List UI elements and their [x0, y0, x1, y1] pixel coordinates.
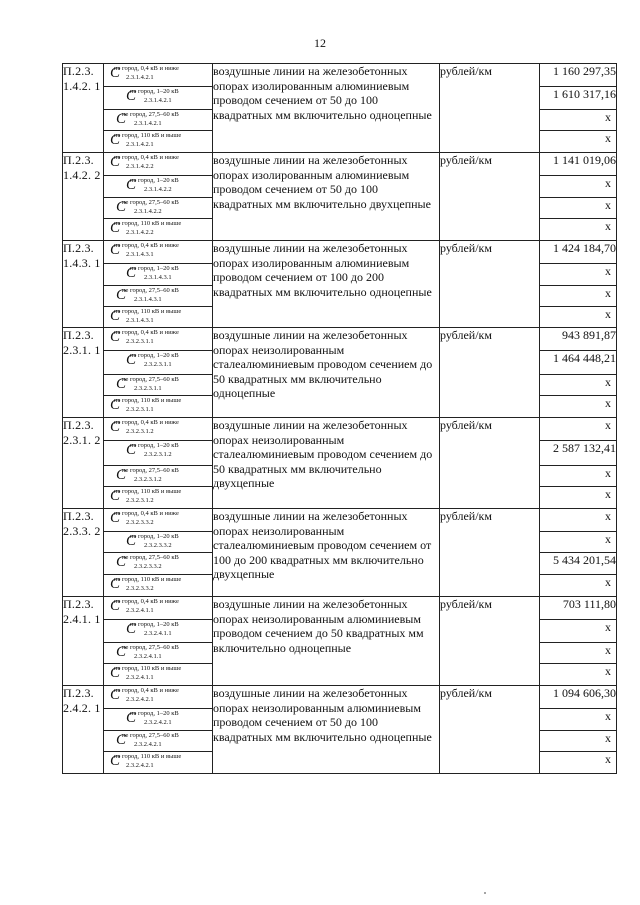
rate-symbol — [104, 219, 213, 241]
rate-symbol-superscript: не город, 110 кВ и выше — [114, 488, 182, 495]
rate-symbol — [104, 752, 213, 774]
rate-symbol-subscript: 2.3.1.4.2.2 — [144, 186, 172, 193]
unit-label: рублей/км — [440, 686, 540, 774]
tariff-table-body — [63, 64, 617, 774]
rate-symbol-letter: С — [126, 710, 137, 726]
rate-symbol-superscript: не город, 110 кВ и выше — [114, 220, 182, 227]
rate-symbol — [104, 418, 213, 441]
rate-symbol — [104, 307, 213, 328]
unit-label: рублей/км — [440, 64, 540, 153]
item-code: П.2.3. 1.4.2. 1 — [63, 64, 104, 153]
table-row — [63, 509, 617, 532]
rate-symbol-subscript: 2.3.2.4.2.1 — [126, 762, 154, 769]
tariff-table — [62, 63, 617, 774]
rate-symbol-superscript: не город, 27,5–60 кВ — [122, 199, 179, 206]
line-description: воздушные линии на железобетонных опорах неизолированным алюминиевым проводом сечением до 50 квадратных мм включительно одноцепные — [213, 597, 440, 686]
rate-symbol — [104, 396, 213, 418]
rate-value: x — [540, 509, 617, 532]
rate-symbol-subscript: 2.3.1.4.2.1 — [126, 74, 154, 81]
rate-symbol-subscript: 2.3.2.4.2.1 — [144, 719, 172, 726]
rate-symbol-subscript: 2.3.2.3.1.1 — [126, 406, 154, 413]
item-code: П.2.3. 1.4.2. 2 — [63, 153, 104, 241]
rate-symbol-subscript: 2.3.1.4.2.2 — [126, 163, 154, 170]
line-description: воздушные линии на железобетонных опорах изолированным алюминиевым проводом сечением от 100 до 200 квадратных мм включительно одноцепные — [213, 241, 440, 328]
rate-symbol — [104, 532, 213, 553]
rate-symbol — [104, 731, 213, 752]
line-description: воздушные линии на железобетонных опорах неизолированным сталеалюминиевым проводом сечением до 50 квадратных мм включительно одноцепные — [213, 328, 440, 418]
rate-symbol — [104, 553, 213, 575]
rate-symbol — [104, 176, 213, 198]
rate-symbol-letter: С — [110, 753, 121, 769]
rate-symbol — [104, 575, 213, 597]
item-code: П.2.3. 2.3.3. 2 — [63, 509, 104, 597]
rate-symbol-superscript: не город, 0,4 кВ и ниже — [114, 687, 179, 694]
rate-symbol-letter: С — [116, 732, 127, 748]
rate-value: 1 464 448,21 — [540, 351, 617, 375]
rate-symbol — [104, 509, 213, 532]
rate-symbol-letter: С — [126, 533, 137, 549]
rate-symbol-subscript: 2.3.2.3.1.1 — [126, 338, 154, 345]
rate-symbol-subscript: 2.3.2.3.1.2 — [144, 451, 172, 458]
rate-value: 943 891,87 — [540, 328, 617, 351]
rate-symbol-letter: С — [110, 397, 121, 413]
rate-symbol-superscript: не город, 0,4 кВ и ниже — [114, 510, 179, 517]
rate-symbol-letter: С — [126, 442, 137, 458]
rate-symbol — [104, 664, 213, 686]
rate-symbol — [104, 441, 213, 466]
rate-symbol-subscript: 2.3.1.4.3.1 — [126, 317, 154, 324]
rate-symbol-subscript: 2.3.2.3.1.2 — [126, 428, 154, 435]
item-code: П.2.3. 1.4.3. 1 — [63, 241, 104, 328]
rate-symbol-superscript: не город, 1–20 кВ — [130, 265, 179, 272]
rate-value: x — [540, 110, 617, 131]
rate-symbol-superscript: не город, 1–20 кВ — [130, 88, 179, 95]
rate-symbol-letter: С — [110, 132, 121, 148]
rate-symbol-letter: С — [110, 419, 121, 435]
rate-symbol-superscript: не город, 110 кВ и выше — [114, 576, 182, 583]
rate-symbol-subscript: 2.3.2.4.1.1 — [134, 653, 162, 660]
item-code: П.2.3. 2.4.1. 1 — [63, 597, 104, 686]
line-description: воздушные линии на железобетонных опорах неизолированным сталеалюминиевым проводом сечением до 50 квадратных мм включительно двухцепные — [213, 418, 440, 509]
rate-symbol-letter: С — [116, 644, 127, 660]
rate-symbol-subscript: 2.3.2.4.2.1 — [134, 741, 162, 748]
rate-symbol-subscript: 2.3.2.3.1.1 — [144, 361, 172, 368]
rate-symbol — [104, 709, 213, 731]
rate-symbol-letter: С — [126, 177, 137, 193]
rate-symbol — [104, 351, 213, 375]
rate-symbol-subscript: 2.3.2.4.2.1 — [126, 696, 154, 703]
rate-symbol — [104, 466, 213, 487]
rate-symbol-superscript: не город, 1–20 кВ — [130, 710, 179, 717]
rate-symbol-subscript: 2.3.1.4.3.1 — [126, 251, 154, 258]
line-description: воздушные линии на железобетонных опорах неизолированным алюминиевым проводом сечением от 50 до 100 квадратных мм включительно одноцепные — [213, 686, 440, 774]
rate-symbol-letter: С — [110, 220, 121, 236]
rate-value: x — [540, 575, 617, 597]
rate-symbol — [104, 131, 213, 153]
rate-symbol-subscript: 2.3.2.3.3.2 — [134, 563, 162, 570]
rate-symbol-subscript: 2.3.2.4.1.1 — [126, 674, 154, 681]
rate-value: x — [540, 396, 617, 418]
rate-symbol-superscript: не город, 110 кВ и выше — [114, 397, 182, 404]
rate-symbol-superscript: не город, 0,4 кВ и ниже — [114, 154, 179, 161]
rate-symbol-superscript: не город, 0,4 кВ и ниже — [114, 329, 179, 336]
line-description: воздушные линии на железобетонных опорах изолированным алюминиевым проводом сечением от 50 до 100 квадратных мм включительно одноцепные — [213, 64, 440, 153]
line-description: воздушные линии на железобетонных опорах неизолированным сталеалюминиевым проводом сечением от 100 до 200 квадратных мм включительно двухцепные — [213, 509, 440, 597]
table-row — [63, 241, 617, 264]
rate-symbol-letter: С — [126, 265, 137, 281]
rate-value: x — [540, 731, 617, 752]
rate-symbol-superscript: не город, 1–20 кВ — [130, 621, 179, 628]
table-row — [63, 597, 617, 620]
unit-label: рублей/км — [440, 509, 540, 597]
rate-symbol-superscript: не город, 0,4 кВ и ниже — [114, 65, 179, 72]
scan-speck — [484, 892, 486, 894]
rate-symbol-subscript: 2.3.1.4.2.2 — [126, 229, 154, 236]
table-row — [63, 418, 617, 441]
rate-symbol-letter: С — [116, 376, 127, 392]
rate-symbol-letter: С — [116, 111, 127, 127]
rate-symbol-subscript: 2.3.2.3.1.2 — [134, 476, 162, 483]
rate-symbol — [104, 264, 213, 286]
rate-symbol-letter: С — [110, 154, 121, 170]
rate-symbol-subscript: 2.3.2.3.3.2 — [144, 542, 172, 549]
rate-symbol-letter: С — [110, 488, 121, 504]
rate-value: x — [540, 286, 617, 307]
unit-label: рублей/км — [440, 597, 540, 686]
rate-symbol-subscript: 2.3.2.3.1.1 — [134, 385, 162, 392]
rate-value: x — [540, 198, 617, 219]
rate-symbol-letter: С — [110, 665, 121, 681]
rate-value: 2 587 132,41 — [540, 441, 617, 466]
line-description: воздушные линии на железобетонных опорах изолированным алюминиевым проводом сечением от 50 до 100 квадратных мм включительно двухцепные — [213, 153, 440, 241]
rate-symbol — [104, 286, 213, 307]
rate-symbol-letter: С — [110, 65, 121, 81]
rate-symbol-letter: С — [110, 576, 121, 592]
rate-symbol-subscript: 2.3.1.4.2.1 — [126, 141, 154, 148]
rate-value: x — [540, 643, 617, 664]
rate-symbol-superscript: не город, 1–20 кВ — [130, 177, 179, 184]
rate-symbol-superscript: не город, 27,5–60 кВ — [122, 644, 179, 651]
rate-symbol-subscript: 2.3.2.4.1.1 — [144, 630, 172, 637]
rate-symbol-letter: С — [110, 687, 121, 703]
rate-symbol-superscript: не город, 0,4 кВ и ниже — [114, 598, 179, 605]
rate-value: 1 141 019,06 — [540, 153, 617, 176]
table-row — [63, 328, 617, 351]
rate-symbol — [104, 643, 213, 664]
rate-symbol-superscript: не город, 1–20 кВ — [130, 352, 179, 359]
rate-symbol-superscript: не город, 27,5–60 кВ — [122, 732, 179, 739]
rate-symbol — [104, 198, 213, 219]
rate-value: x — [540, 307, 617, 328]
rate-symbol-subscript: 2.3.2.3.3.2 — [126, 519, 154, 526]
rate-symbol — [104, 241, 213, 264]
rate-symbol-superscript: не город, 110 кВ и выше — [114, 753, 182, 760]
table-row — [63, 153, 617, 176]
rate-symbol-superscript: не город, 110 кВ и выше — [114, 132, 182, 139]
rate-symbol-subscript: 2.3.1.4.2.1 — [134, 120, 162, 127]
rate-value: x — [540, 131, 617, 153]
rate-symbol — [104, 328, 213, 351]
rate-symbol-subscript: 2.3.2.3.1.2 — [126, 497, 154, 504]
rate-symbol-subscript: 2.3.1.4.3.1 — [144, 274, 172, 281]
rate-symbol-letter: С — [110, 329, 121, 345]
item-code: П.2.3. 2.3.1. 1 — [63, 328, 104, 418]
rate-symbol-superscript: не город, 27,5–60 кВ — [122, 467, 179, 474]
rate-symbol — [104, 620, 213, 643]
rate-value: x — [540, 466, 617, 487]
rate-symbol-superscript: не город, 110 кВ и выше — [114, 665, 182, 672]
rate-symbol-subscript: 2.3.1.4.2.2 — [134, 208, 162, 215]
rate-value: 5 434 201,54 — [540, 553, 617, 575]
rate-symbol-superscript: не город, 27,5–60 кВ — [122, 111, 179, 118]
rate-symbol — [104, 87, 213, 110]
table-row — [63, 64, 617, 87]
rate-symbol — [104, 110, 213, 131]
rate-symbol-superscript: не город, 110 кВ и выше — [114, 308, 182, 315]
item-code: П.2.3. 2.4.2. 1 — [63, 686, 104, 774]
rate-symbol-superscript: не город, 1–20 кВ — [130, 442, 179, 449]
rate-symbol-superscript: не город, 27,5–60 кВ — [122, 376, 179, 383]
rate-value: x — [540, 375, 617, 396]
rate-value: 1 094 606,30 — [540, 686, 617, 709]
rate-symbol-subscript: 2.3.2.4.1.1 — [126, 607, 154, 614]
rate-symbol-superscript: не город, 0,4 кВ и ниже — [114, 419, 179, 426]
rate-symbol-subscript: 2.3.1.4.2.1 — [144, 97, 172, 104]
rate-value: x — [540, 532, 617, 553]
rate-value: x — [540, 219, 617, 241]
rate-symbol — [104, 153, 213, 176]
rate-value: x — [540, 487, 617, 509]
rate-value: 703 111,80 — [540, 597, 617, 620]
rate-symbol-superscript: не город, 1–20 кВ — [130, 533, 179, 540]
rate-symbol — [104, 597, 213, 620]
rate-value: x — [540, 264, 617, 286]
rate-symbol-letter: С — [126, 352, 137, 368]
rate-value: 1 160 297,35 — [540, 64, 617, 87]
rate-symbol — [104, 375, 213, 396]
rate-symbol-letter: С — [126, 88, 137, 104]
rate-symbol-letter: С — [110, 510, 121, 526]
rate-symbol-letter: С — [116, 467, 127, 483]
rate-symbol — [104, 686, 213, 709]
rate-symbol-letter: С — [116, 199, 127, 215]
unit-label: рублей/км — [440, 153, 540, 241]
rate-symbol-letter: С — [110, 242, 121, 258]
rate-symbol-subscript: 2.3.1.4.3.1 — [134, 296, 162, 303]
rate-value: x — [540, 418, 617, 441]
rate-symbol-letter: С — [116, 554, 127, 570]
item-code: П.2.3. 2.3.1. 2 — [63, 418, 104, 509]
rate-symbol-superscript: не город, 27,5–60 кВ — [122, 554, 179, 561]
table-row — [63, 686, 617, 709]
rate-value: x — [540, 752, 617, 774]
rate-value: 1 610 317,16 — [540, 87, 617, 110]
rate-symbol-letter: С — [110, 598, 121, 614]
unit-label: рублей/км — [440, 241, 540, 328]
rate-symbol — [104, 487, 213, 509]
rate-value: x — [540, 709, 617, 731]
rate-symbol-letter: С — [116, 287, 127, 303]
rate-symbol-subscript: 2.3.2.3.3.2 — [126, 585, 154, 592]
unit-label: рублей/км — [440, 418, 540, 509]
rate-value: x — [540, 620, 617, 643]
rate-value: x — [540, 664, 617, 686]
rate-value: x — [540, 176, 617, 198]
rate-value: 1 424 184,70 — [540, 241, 617, 264]
rate-symbol-letter: С — [126, 621, 137, 637]
rate-symbol-superscript: не город, 27,5–60 кВ — [122, 287, 179, 294]
page-number: 12 — [314, 36, 326, 50]
rate-symbol-letter: С — [110, 308, 121, 324]
rate-symbol — [104, 64, 213, 87]
rate-symbol-superscript: не город, 0,4 кВ и ниже — [114, 242, 179, 249]
unit-label: рублей/км — [440, 328, 540, 418]
